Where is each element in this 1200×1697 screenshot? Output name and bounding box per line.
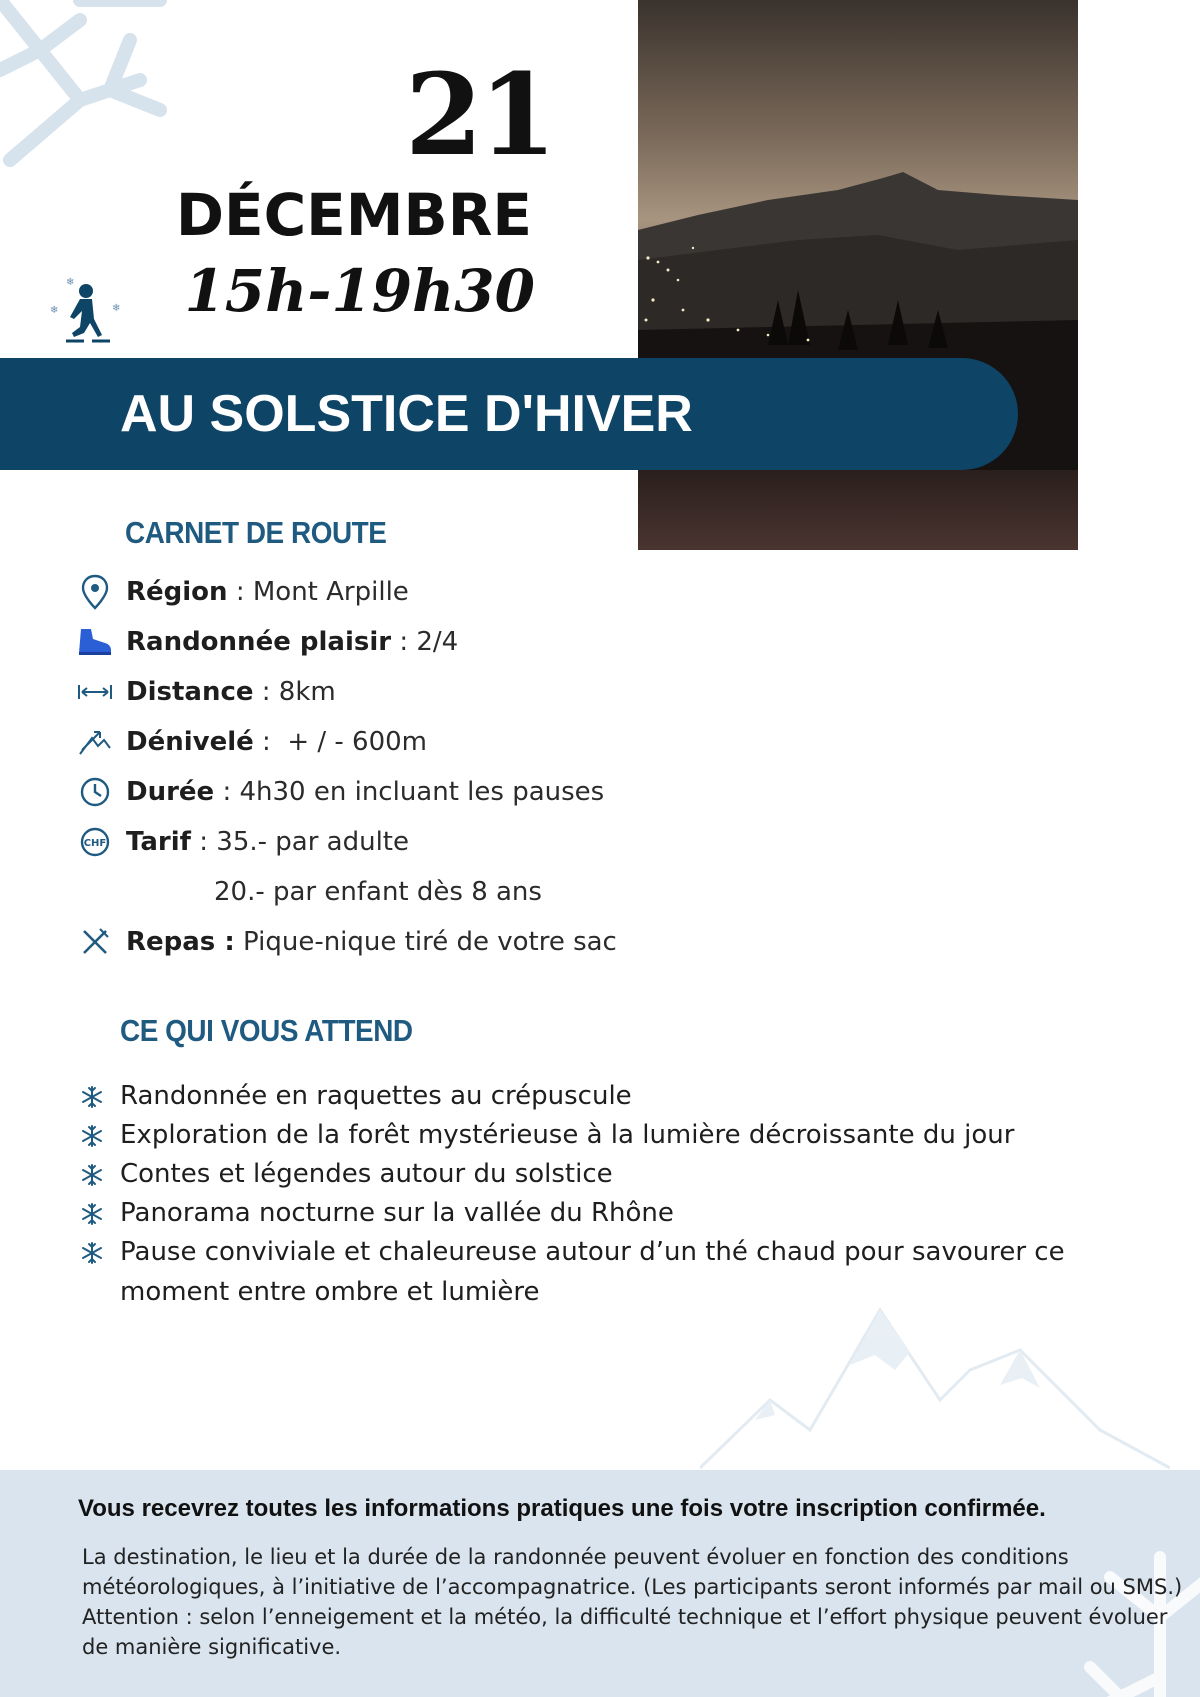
carnet-value: + / - 600m	[287, 727, 428, 757]
footer-disclaimer: La destination, le lieu et la durée de la randonnée peuvent évoluer en fonction des conditions météorologiques, à l’initiative de l’accompagnatrice. (Les participants seront informés par mail ou SMS.) Attention : selon l’enneigement et la météo, la difficulté technique et l’effort physique peuvent évoluer de manière significative.	[82, 1545, 1183, 1659]
event-day: 21	[405, 50, 553, 181]
carnet-value: 4h30 en incluant les pauses	[239, 777, 605, 807]
snowflake-bullet-icon	[80, 1163, 104, 1187]
location-pin-icon	[75, 572, 115, 612]
snowflake-bullet-icon	[80, 1241, 104, 1265]
svg-text:CHF: CHF	[83, 838, 107, 849]
snowflake-bullet-icon	[80, 1124, 104, 1148]
carnet-value: Mont Arpille	[252, 577, 409, 607]
mountains-decoration-icon	[700, 1290, 1170, 1470]
carnet-heading: CARNET DE ROUTE	[125, 515, 387, 550]
carnet-label: Distance	[126, 677, 254, 707]
carnet-value: 20.- par enfant dès 8 ans	[214, 877, 542, 907]
clock-icon	[75, 772, 115, 812]
carnet-label: Région	[126, 577, 228, 607]
snowshoe-hiker-icon	[44, 275, 129, 360]
elevation-icon	[75, 722, 115, 762]
footer-notice: Vous recevrez toutes les informations pratiques une fois votre inscription confirmée.	[78, 1495, 1046, 1522]
carnet-label: Dénivelé	[126, 727, 254, 757]
attend-heading: CE QUI VOUS ATTEND	[120, 1013, 413, 1048]
distance-arrows-icon	[75, 672, 115, 712]
svg-text:❄: ❄	[66, 277, 75, 288]
snowflake-bullet-icon	[80, 1202, 104, 1226]
snowflake-bullet-icon	[80, 1085, 104, 1109]
event-month: DÉCEMBRE	[175, 181, 532, 249]
carnet-label: Randonnée plaisir	[126, 627, 392, 657]
carnet-value: 35.- par adulte	[216, 827, 409, 857]
carnet-label: Tarif	[126, 827, 191, 857]
carnet-value: 8km	[278, 677, 336, 707]
event-title: AU SOLSTICE D'HIVER	[120, 385, 693, 443]
carnet-label: Durée	[126, 777, 215, 807]
event-hours: 15h-19h30	[184, 257, 535, 325]
carnet-label: Repas :	[126, 927, 235, 957]
chf-coin-icon	[75, 822, 115, 862]
cutlery-icon	[75, 922, 115, 962]
svg-text:❄: ❄	[50, 305, 59, 316]
hiking-boot-icon	[75, 622, 115, 662]
snowflake-decoration-icon	[0, 0, 190, 180]
svg-text:❄: ❄	[112, 303, 121, 314]
carnet-value: Pique-nique tiré de votre sac	[243, 927, 617, 957]
carnet-value: 2/4	[416, 627, 459, 657]
